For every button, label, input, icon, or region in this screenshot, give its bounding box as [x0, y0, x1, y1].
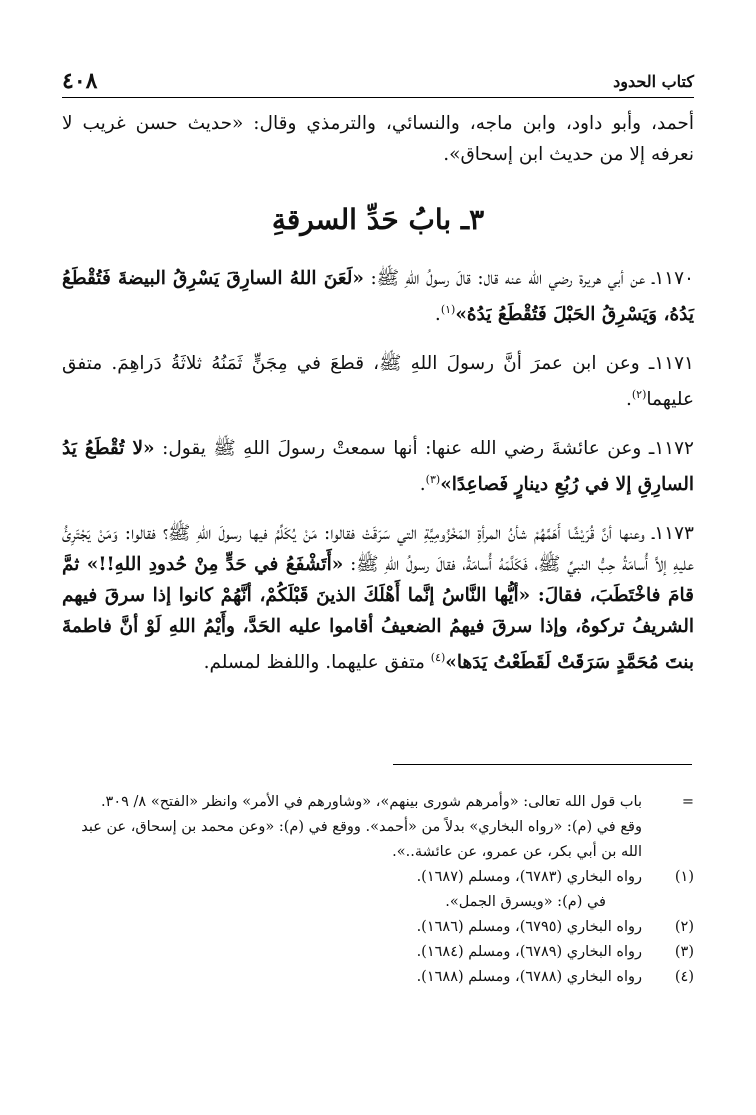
footnote-ref: (٤) — [430, 651, 446, 665]
footnote-text: رواه البخاري (٦٧٨٣)، ومسلم (١٦٨٧). — [416, 869, 642, 885]
footnote-marker: = — [681, 794, 694, 810]
footnote-text: رواه البخاري (٦٧٩٥)، ومسلم (١٦٨٦). — [416, 919, 642, 935]
footnote-item — [62, 915, 694, 940]
footnote-marker: (١) — [674, 869, 694, 885]
footnote-item — [62, 965, 694, 990]
hadith-quote: «لا تُقْطَعُ يَدُ السارِقِ إلا في رُبُعِ دينارٍ فَصاعِدًا» — [62, 438, 694, 496]
hadith-intro: وعنها أنَّ قُرَيْشًا أَهَمَّهُمْ شأنُ المرأةِ المَخْزُومِيَّةِ التي سَرَقَتْ فقالوا: مَنْ يُكَلِّمُ فيها رسولَ اللهِ ﷺ؟ فقالوا: وَمَنْ يَجْتَرِئُ عليهِ إلاَّ أُسامَةُ حِبُّ النبيِّ ﷺ، فَكَلَّمَهُ أُسامَةُ، فقالَ رسولُ اللهِ ﷺ: — [62, 523, 694, 576]
page-header — [62, 68, 694, 96]
hadith-number: ١١٧٠ـ — [651, 268, 694, 289]
hadith-intro: عن أبي هريرة رضي الله عنه قال: قالَ رسولُ اللهِ ﷺ: — [370, 268, 646, 289]
footnote-item — [62, 940, 694, 965]
footnote-subnote: في (م): «ويسرق الجمل». — [445, 894, 606, 910]
footnote-marker: (٤) — [674, 969, 694, 985]
hadith-number: ١١٧٢ـ — [648, 438, 694, 460]
footnote-rule — [393, 764, 692, 765]
hadith-after: متفق عليهما. واللفظ لمسلم. — [203, 652, 431, 674]
section-title: ٣ـ بابُ حَدِّ السرقةِ — [271, 203, 485, 236]
hadith-intro: وعن عائشةَ رضي الله عنها: أنها سمعتْ رسولَ اللهِ ﷺ يقول: — [162, 438, 642, 460]
footnote-continuation — [62, 790, 694, 815]
footnote-ref: (٣) — [425, 473, 441, 487]
footnote-ref: (١) — [440, 303, 456, 316]
footnotes — [62, 790, 694, 990]
hadith-after: . — [419, 474, 426, 496]
footnote-marker: (٢) — [674, 919, 694, 935]
hadith-quote: «أَتَشْفَعُ في حَدٍّ مِنْ حُدودِ اللهِ!!» ثمَّ قامَ فاخْتَطَبَ، فقالَ: «أيُّها النَّاسُ إنَّما أَهْلَكَ الذينَ قَبْلَكُمْ، أنَّهُمْ كانوا إذا سرقَ فيهم الشريفُ تركوهُ، وإذا سرقَ فيهمُ الضعيفُ أقاموا عليه الحَدَّ، وأَيْمُ اللهِ لَوْ أنَّ فاطمةَ بنتَ مُحَمَّدٍ سَرَقَتْ لَقَطَعْتُ يَدَها» — [62, 554, 694, 674]
footnote-text: وقع في (م): «رواه البخاري» بدلاً من «أحمد». ووقع في (م): «وعن محمد بن إسحاق، عن عبد الله بن أبي بكر، عن عمرو، عن عائشة..». — [81, 819, 642, 860]
hadith-1172 — [62, 433, 694, 500]
hadith-1170 — [62, 263, 694, 330]
hadith-quote: «لَعَنَ اللهُ السارِقَ يَسْرِقُ البيضةَ فَتُقْطَعُ يَدُهُ، وَيَسْرِقُ الحَبْلَ فَتُقْطَعُ يَدُهُ» — [62, 268, 694, 326]
hadith-after: . — [434, 304, 441, 326]
footnote-text: باب قول الله تعالى: «وأمرهم شورى بينهم»، «وشاورهم في الأمر» وانظر «الفتح» ٨/ ٣٠٩. — [100, 794, 642, 810]
footnote-marker: (٣) — [674, 944, 694, 960]
main-text — [62, 108, 694, 697]
hadith-1171 — [62, 348, 694, 415]
running-title: كتاب الحدود — [613, 72, 694, 91]
footnote-item — [62, 865, 694, 890]
hadith-number: ١١٧١ـ — [648, 353, 694, 375]
hadith-intro: وعن ابن عمرَ أنَّ رسولَ اللهِ ﷺ، قطعَ في مِجَنٍّ ثَمَنُهُ ثلاثَةُ دَراهِمَ. متفق عليهما — [62, 353, 694, 411]
page-number: ٤٠٨ — [62, 68, 98, 94]
footnote-ref: (٢) — [631, 388, 647, 402]
hadith-1173 — [62, 518, 694, 678]
footnote-text: رواه البخاري (٦٧٨٩)، ومسلم (١٦٨٤). — [416, 944, 642, 960]
header-rule — [62, 97, 694, 98]
footnote-text: رواه البخاري (٦٧٨٨)، ومسلم (١٦٨٨). — [416, 969, 642, 985]
hadith-number: ١١٧٣ـ — [651, 523, 694, 545]
hadith-after: . — [625, 389, 632, 411]
intro-paragraph: أحمد، وأبو داود، وابن ماجه، والنسائي، والترمذي وقال: «حديث حسن غريب لا نعرفه إلا من حديث ابن إسحاق». — [62, 113, 694, 165]
